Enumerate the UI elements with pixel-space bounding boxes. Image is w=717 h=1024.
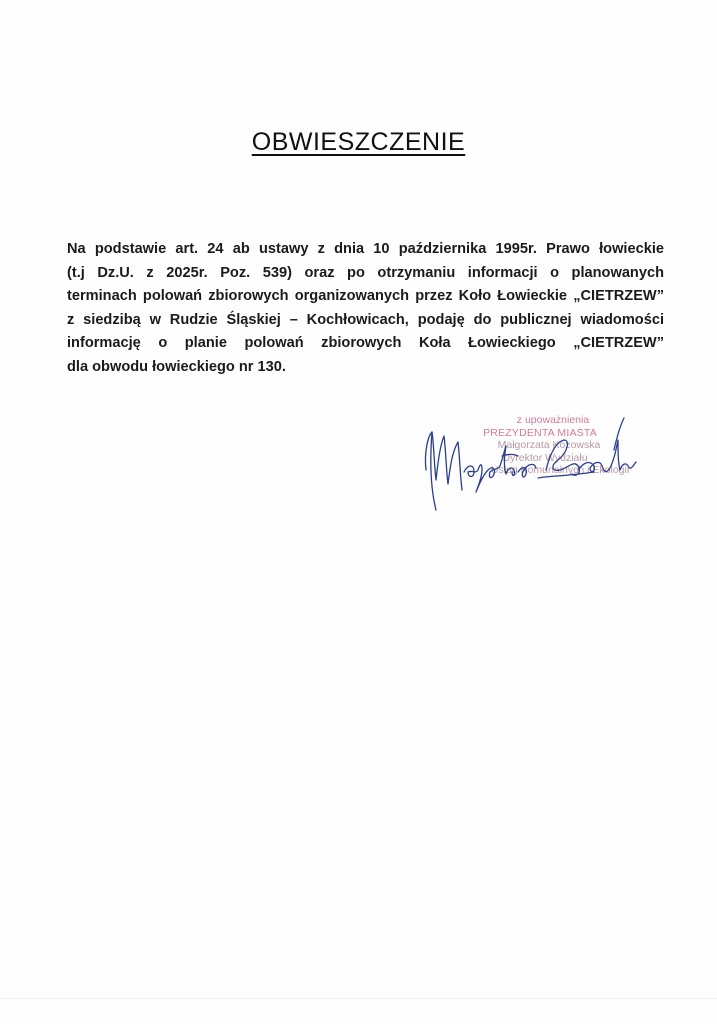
- stamp-office: PREZYDENTA MIASTA: [483, 426, 597, 439]
- document-title: OBWIESZCZENIE: [251, 128, 466, 156]
- body-line: (t.j Dz.U. z 2025r. Poz. 539) oraz po otrzymaniu informacji o planowanych: [67, 264, 664, 281]
- stamp-department: Usług Komunalnych i Ekologii: [490, 464, 630, 477]
- handwritten-signature: [418, 412, 648, 522]
- page-edge-line: [0, 998, 717, 999]
- body-line: informację o planie polowań zbiorowych Koła Łowieckiego „CIETRZEW”: [67, 335, 664, 352]
- document-body: [67, 238, 664, 380]
- body-line: z siedzibą w Rudzie Śląskiej – Kochłowicach, podaję do publicznej wiadomości: [67, 311, 664, 328]
- body-line: Na podstawie art. 24 ab ustawy z dnia 10 października 1995r. Prawo łowieckie: [67, 241, 664, 257]
- stamp-name: Małgorzata Kozowska: [497, 439, 601, 452]
- stamp-authorization: z upoważnienia: [516, 414, 590, 426]
- body-line: dla obwodu łowieckiego nr 130.: [67, 358, 286, 375]
- body-line: terminach polowań zbiorowych organizowanych przez Koło Łowieckie „CIETRZEW”: [67, 288, 664, 305]
- stamp-position: Dyrektor Wydziału: [502, 451, 588, 464]
